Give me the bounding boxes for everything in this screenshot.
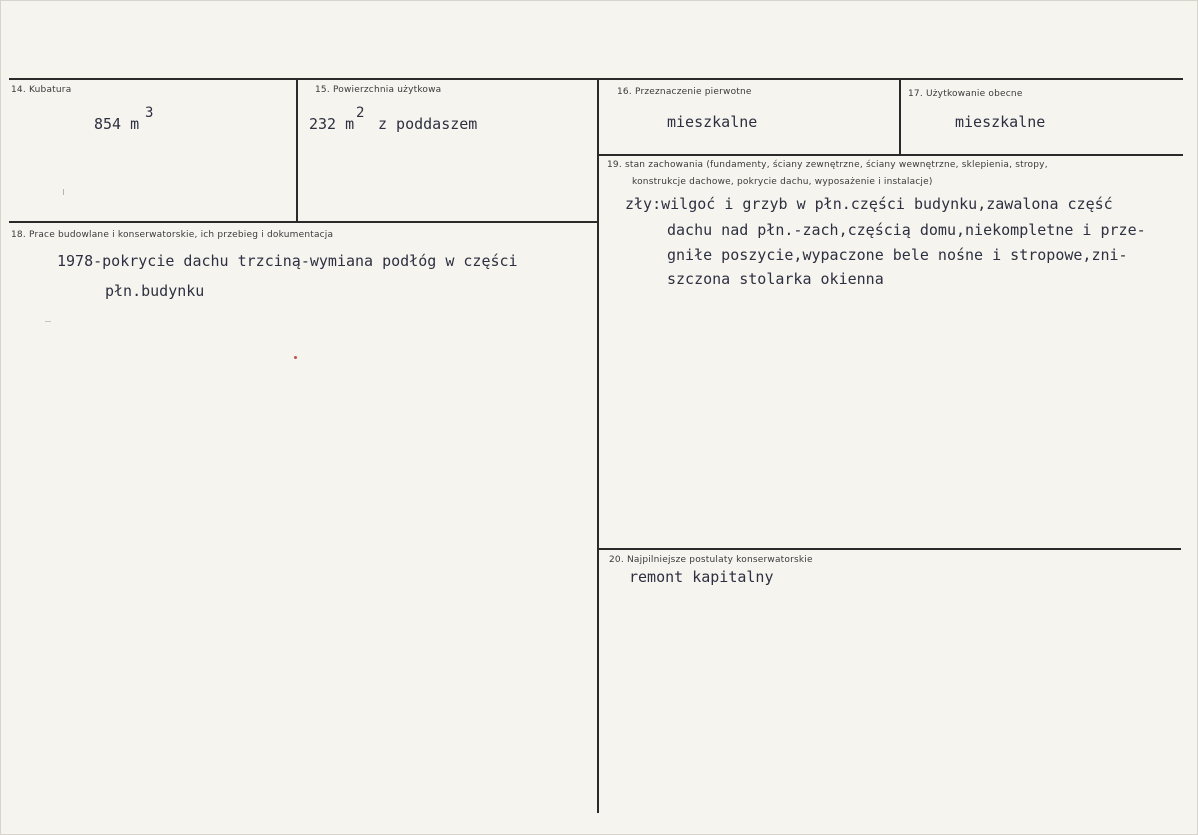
field-14-value: 854 m [94,115,140,133]
field-14-label: 14. Kubatura [11,85,72,95]
rule-center [597,79,599,813]
field-15-value: 232 m [309,115,355,133]
rule-under-19 [599,548,1181,550]
field-15-unit-exponent: 2 [356,105,365,121]
field-19-line-4: szczona stolarka okienna [667,270,884,288]
rule-under-16-17 [599,154,1183,156]
field-19-line-3: gniłe poszycie,wypaczone bele nośne i stropowe,zni- [667,246,1128,264]
field-18-line-1: 1978-pokrycie dachu trzciną-wymiana podłóg w części [57,252,518,270]
field-14-unit-exponent: 3 [145,105,154,121]
field-19-line-2: dachu nad płn.-zach,częścią domu,niekompletne i prze- [667,221,1146,239]
field-17-value: mieszkalne [955,113,1046,131]
field-19-label-line-2: konstrukcje dachowe, pokrycie dachu, wyposażenie i instalacje) [632,177,933,187]
field-15-value-note: z poddaszem [378,115,478,133]
paper-speck [294,356,297,359]
field-16-label: 16. Przeznaczenie pierwotne [617,87,752,97]
rule-col-14-15 [296,79,298,223]
rule-top [9,78,1183,80]
field-15-label: 15. Powierzchnia użytkowa [315,85,442,95]
field-20-value: remont kapitalny [629,568,774,586]
field-18-label: 18. Prace budowlane i konserwatorskie, ich przebieg i dokumentacja [11,230,334,240]
rule-under-14-15 [9,221,597,223]
rule-col-16-17 [899,79,901,155]
field-19-line-1: zły:wilgoć i grzyb w płn.części budynku,zawalona część [625,195,1113,213]
field-19-label-line-1: 19. stan zachowania (fundamenty, ściany zewnętrzne, ściany wewnętrzne, sklepienia, stropy, [607,160,1048,170]
paper-speck [63,189,64,195]
paper-speck [45,321,51,322]
field-18-line-2: płn.budynku [105,282,205,300]
field-17-label: 17. Użytkowanie obecne [908,89,1023,99]
field-16-value: mieszkalne [667,113,758,131]
field-20-label: 20. Najpilniejsze postulaty konserwatorskie [609,555,813,565]
